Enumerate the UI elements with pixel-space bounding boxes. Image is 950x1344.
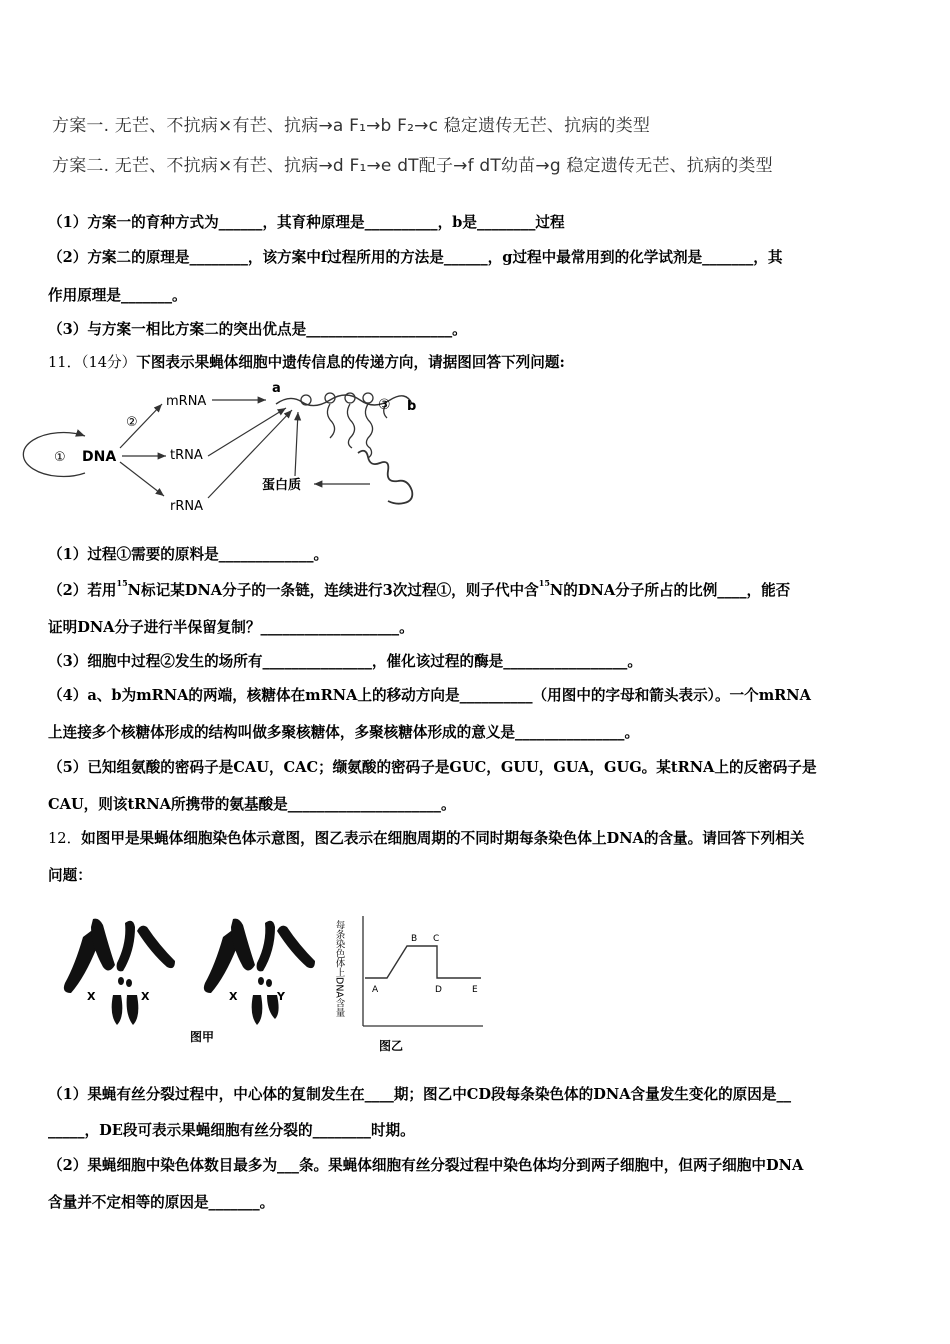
y-axis-label-text: 每条染色体上DNA含量 <box>333 920 345 1017</box>
process-1-label: ① <box>54 450 66 465</box>
dna-content-curve <box>365 946 481 978</box>
chrom-label-x3: X <box>229 990 238 1003</box>
q11-number: 11．（14分） <box>48 354 137 371</box>
figure-yi-graph <box>335 908 495 1056</box>
point-d: D <box>435 985 442 995</box>
q11-item2-part3: N的DNA分子所占的比例____，能否 <box>549 582 791 599</box>
figure-jia-caption: 图甲 <box>190 1030 215 1044</box>
y-axis-label <box>334 919 346 1017</box>
gene-expression-diagram <box>40 378 440 518</box>
dna-label: DNA <box>82 449 117 465</box>
chrom-label-x1: X <box>87 990 96 1003</box>
rrna-label: rRNA <box>170 499 203 514</box>
q11-title <box>48 351 565 372</box>
q12-item1: （1）果蝇有丝分裂过程中，中心体的复制发生在____期；图乙中CD段每条染色体的DNA含量发生变化的原因是__ <box>48 1086 792 1103</box>
arrow-protein-to-complex <box>295 412 298 476</box>
q12-number: 12． <box>48 830 82 847</box>
protein-label: 蛋白质 <box>262 478 302 493</box>
q11-item5: （5）已知组氨酸的密码子是CAU，CAC；缬氨酸的密码子是GUC，GUU，GUA，GUG。某tRNA上的反密码子是 <box>48 759 817 776</box>
mrna-end-b: b <box>407 399 417 414</box>
karyotype-male <box>204 919 315 1025</box>
mrna-label: mRNA <box>166 394 207 409</box>
q12-stem: 如图甲是果蝇体细胞染色体示意图，图乙表示在细胞周期的不同时期每条染色体上DNA的含量。请回答下列相关 <box>81 830 805 847</box>
scheme-two: 方案二. 无芒、不抗病×有芒、抗病→d F₁→e dT配子→f dT幼苗→g 稳定遗传无芒、抗病的类型 <box>52 156 773 176</box>
process-2-label: ② <box>126 415 138 430</box>
q12-item2: （2）果蝇细胞中染色体数目最多为___条。果蝇体细胞有丝分裂过程中染色体均分到两子细胞中，但两子细胞中DNA <box>48 1157 804 1174</box>
q12-item1-cont: _____，DE段可表示果蝇细胞有丝分裂的________时期。 <box>48 1122 415 1139</box>
arrow-to-rrna <box>120 462 164 496</box>
point-a: A <box>372 985 379 995</box>
isotope-superscript-1: 15 <box>116 578 128 588</box>
q11-item4: （4）a、b为mRNA的两端，核糖体在mRNA上的移动方向是__________（用图中的字母和箭头表示）。一个mRNA <box>48 687 811 704</box>
point-e: E <box>472 985 478 995</box>
chrom-label-x2: X <box>141 990 150 1003</box>
point-c: C <box>433 934 440 944</box>
q10-item2: （2）方案二的原理是________，该方案中f过程所用的方法是______，g过程中最常用到的化学试剂是_______，其 <box>48 249 783 266</box>
trna-label: tRNA <box>170 448 203 463</box>
mrna-strand <box>276 395 412 406</box>
isotope-superscript-2: 15 <box>538 578 550 588</box>
chrom-label-y: Y <box>277 990 285 1003</box>
point-b: B <box>411 934 418 944</box>
q11-item2 <box>48 579 790 600</box>
q11-item1: （1）过程①需要的原料是_____________。 <box>48 546 329 563</box>
figure-yi-caption: 图乙 <box>379 1039 404 1053</box>
q12-item2-cont: 含量并不定相等的原因是_______。 <box>48 1194 275 1211</box>
q11-stem: 下图表示果蝇体细胞中遗传信息的传递方向，请据图回答下列问题: <box>136 354 565 371</box>
q12-title-cont: 问题： <box>48 867 92 884</box>
protein-chain <box>358 451 412 504</box>
arrow-trna-to-complex <box>208 408 286 456</box>
q11-item5-cont: CAU，则该tRNA所携带的氨基酸是_____________________。 <box>48 796 456 813</box>
ribosome-group <box>301 393 387 458</box>
process-3-label: ③ <box>378 397 391 413</box>
q11-item2-part2: N标记某DNA分子的一条链，连续进行3次过程①，则子代中含 <box>127 582 539 599</box>
q11-item4-cont: 上连接多个核糖体形成的结构叫做多聚核糖体，多聚核糖体形成的意义是_______________。 <box>48 724 640 741</box>
figure-jia-chromosomes <box>55 905 325 1050</box>
q11-item2-part1: （2）若用 <box>48 582 117 599</box>
q10-item1: （1）方案一的育种方式为______，其育种原理是__________，b是________过程 <box>48 214 565 231</box>
scheme-one: 方案一. 无芒、不抗病×有芒、抗病→a F₁→b F₂→c 稳定遗传无芒、抗病的类型 <box>52 116 651 136</box>
q10-item3: （3）与方案一相比方案二的突出优点是____________________。 <box>48 321 467 338</box>
q11-item2-cont: 证明DNA分子进行半保留复制？___________________。 <box>48 619 414 636</box>
q12-title <box>48 827 804 848</box>
mrna-end-a: a <box>272 381 281 396</box>
q10-item2-cont: 作用原理是_______。 <box>48 287 187 304</box>
q11-item3: （3）细胞中过程②发生的场所有_______________，催化该过程的酶是_________________。 <box>48 653 642 670</box>
karyotype-female <box>64 919 175 1025</box>
